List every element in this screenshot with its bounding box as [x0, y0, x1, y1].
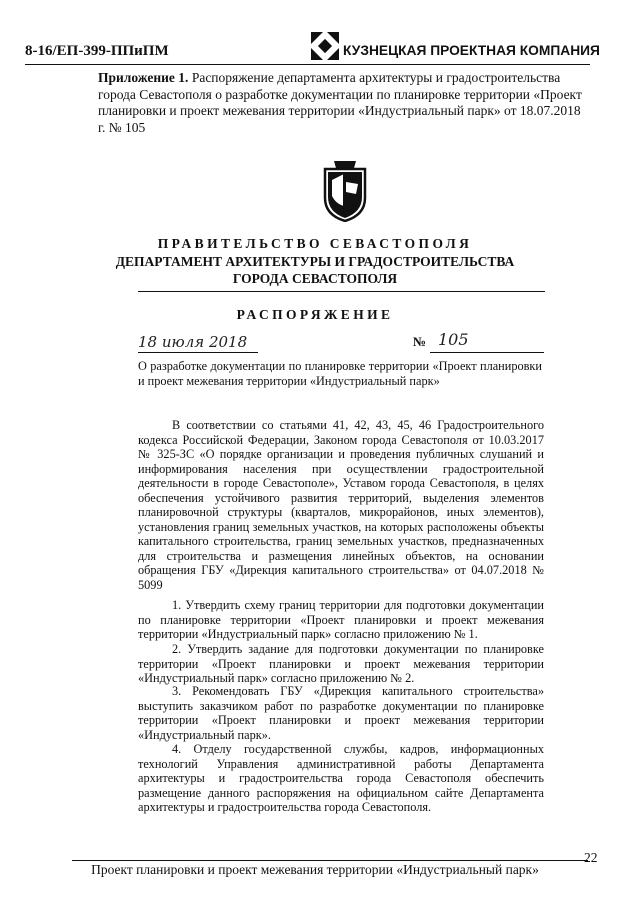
order-item-4: 4. Отделу государственной службы, кадров, информационных технологий Управления административной работы Департамента архитектуры и градостроительства города Севастополя обеспечить размещение данного распоряжения на официальном сайте Департамента архитектуры и градостроительства города Севастополя. — [138, 742, 544, 814]
order-number: 105 — [438, 330, 469, 349]
kpk-logo-icon — [309, 30, 341, 62]
order-item-3: 3. Рекомендовать ГБУ «Дирекция капитального строительства» выступить заказчиком работ по разработке документации по планировке территории «Проект планировки и проект межевания территории «Индустриальный парк». — [138, 684, 544, 742]
government-name: ПРАВИТЕЛЬСТВО СЕВАСТОПОЛЯ — [157, 236, 473, 251]
header-divider — [25, 64, 590, 65]
sevastopol-coat-of-arms-icon — [322, 160, 368, 222]
order-item-2: 2. Утвердить задание для подготовки документации по планировке территории «Проект планировки и проект межевания территории «Индустриальный парк» согласно приложению № 2. — [138, 642, 544, 685]
appendix-caption — [98, 70, 584, 136]
footer-text: Проект планировки и проект межевания территории «Индустриальный парк» — [91, 862, 539, 877]
heading-divider — [138, 291, 545, 292]
department-name: ДЕПАРТАМЕНТ АРХИТЕКТУРЫ И ГРАДОСТРОИТЕЛЬСТВА — [115, 254, 515, 269]
date-underline — [138, 352, 258, 353]
order-number-label: № — [413, 334, 427, 349]
footer-divider — [72, 860, 588, 861]
order-preamble: В соответствии со статьями 41, 42, 43, 45, 46 Градостроительного кодекса Российской Федерации, Законом города Севастополя от 10.03.2017 № 325-ЗС «О порядке организации и проведения публичных слушаний и информирования населения при осуществлении градостроительной деятельности в городе Севастополе», Уставом города Севастополя, в целях обеспечения устойчивого развития территорий, выделения элементов планировочной структуры (кварталов, микрорайонов, иных элементов), установления границ земельных участков, на которых расположены объекты капитального строительства, границ земельных участков, предназначенных для строительства и размещения линейных объектов, на основании обращения ГБУ «Дирекция капитального строительства» от 04.07.2018 № 5099 — [138, 418, 544, 592]
page-number: 22 — [584, 850, 598, 865]
order-date: 18 июля 2018 — [138, 333, 248, 351]
appendix-label: Приложение 1. — [98, 70, 189, 85]
document-code: 8-16/ЕП-399-ППиПМ — [25, 43, 169, 59]
company-name: КУЗНЕЦКАЯ ПРОЕКТНАЯ КОМПАНИЯ — [343, 43, 600, 58]
department-city: ГОРОДА СЕВАСТОПОЛЯ — [232, 271, 398, 286]
appendix-text: Распоряжение департамента архитектуры и градостроительства города Севастополя о разработке документации по планировке территории «Проект планировки и проект межевания территории «Индустриальный парк» от 18.07.2018 г. № 105 — [98, 70, 582, 135]
number-underline — [430, 352, 544, 353]
order-subject: О разработке документации по планировке территории «Проект планировки и проект межевания территории «Индустриальный парк» — [138, 359, 542, 388]
order-item-1: 1. Утвердить схему границ территории для подготовки документации по планировке территории «Проект планировки и проект межевания территории «Индустриальный парк» согласно приложению № 1. — [138, 598, 544, 641]
order-title: РАСПОРЯЖЕНИЕ — [236, 307, 394, 322]
